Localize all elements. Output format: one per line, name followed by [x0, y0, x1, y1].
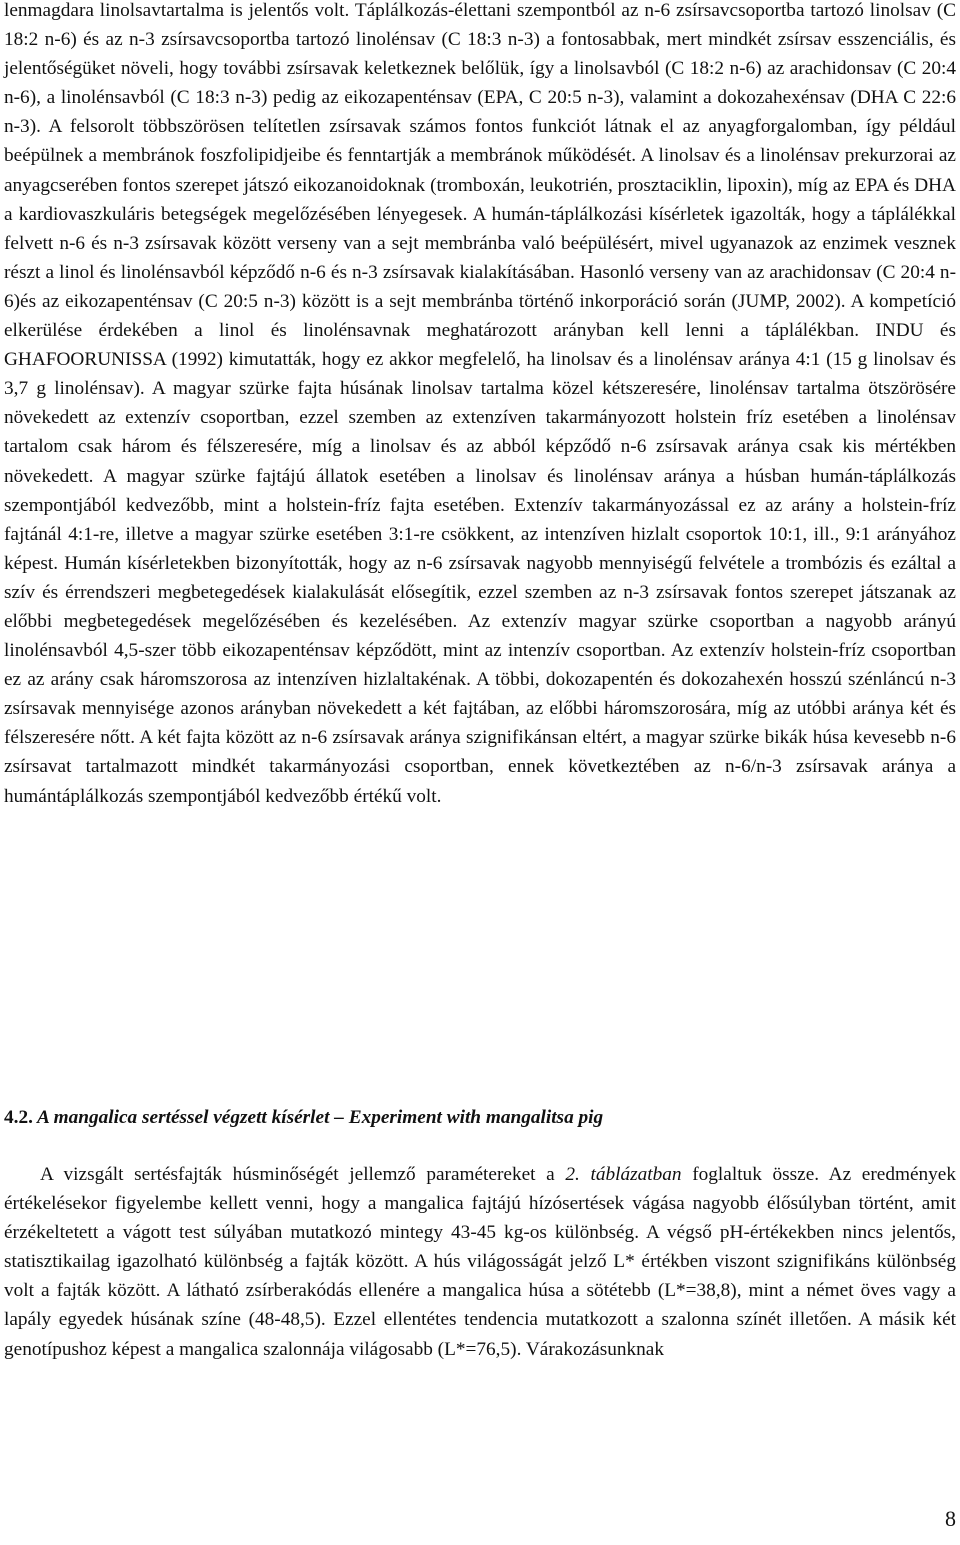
paragraph-2-rest: foglaltuk össze. Az eredmények értékelésekor figyelembe kellett venni, hogy a mangalica fajtájú hízósertések vágása nagyobb élősúlyban történt, amit érzékeltetett a vágott test súlyában mutatkozó mintegy 43-45 kg-os különbség. A végső pH-értékekben nincs jelentős, statisztikailag igazolható különbség a fajták között. A hús világosságát jelző L* értékben viszont szignifikáns különbség volt a fajták között. A látható zsírberakódás ellenére a mangalica húsa a sötétebb (L*=38,8), mint a német öves vagy a lapály egyedek húsának színe (48-48,5). Ezzel ellentétes tendencia mutatkozott a szalonna színét illetően. A másik két genotípushoz képest a mangalica szalonnája világosabb (L*=76,5). Várakozásunknak	[4, 1164, 957, 1360]
body-paragraph-fatty-acids: lenmagdara linolsavtartalma is jelentős volt. Táplálkozás-élettani szempontból az n-6 zsírsavcsoportba tartozó linolsav (C 18:2 n-6) és az n-3 zsírsavcsoportba tartozó linolénsav (C 18:3 n-3) a fontosabbak, mert mindkét zsírsav esszenciális, és jelentőségüket növeli, hogy további zsírsavak keletkeznek belőlük, így a linolsavból (C 18:2 n-6) az arachidonsav (C 20:4 n-6), a linolénsavból (C 18:3 n-3) pedig az eikozapenténsav (EPA, C 20:5 n-3), valamint a dokozahexénsav (DHA C 22:6 n-3). A felsorolt többszörösen telítetlen zsírsavak számos fontos funkciót látnak el az anyagforgalomban, így például beépülnek a membránok foszfolipidjeibe és fenntartják a membránok működését. A linolsav és a linolénsav prekurzorai az anyagcserében fontos szerepet játszó eikozanoidoknak (tromboxán, leukotrién, prosztaciklin, lipoxin), míg az EPA és DHA a kardiovaszkuláris betegségek megelőzésében lényegesek. A humán-táplálkozási kísérletek igazolták, hogy a táplálékkal felvett n-6 és n-3 zsírsavak között verseny van a sejt membránba való beépülésért, mivel ugyanazok az enzimek vesznek részt a linol és linolénsavból képződő n-6 és n-3 zsírsavak kialakításában. Hasonló verseny van az arachidonsav (C 20:4 n-6)és az eikozapenténsav (C 20:5 n-3) között is a sejt membránba történő inkorporáció során (JUMP, 2002). A kompetíció elkerülése érdekében a linol és linolénsavnak meghatározott arányban kell lenni a táplálékban. INDU és GHAFOORUNISSA (1992) kimutatták, hogy ez akkor megfelelő, ha linolsav és a linolénsav aránya 4:1 (15 g linolsav és 3,7 g linolénsav). A magyar szürke fajta húsának linolsav tartalma közel kétszeresére, linolénsav tartalma ötszörösére növekedett az extenzív csoportban, ezzel szemben az extenzíven takarmányozott holstein fríz esetében a linolénsav tartalom csak három és félszeresére, míg a linolsav és az abból képződő n-6 zsírsavak aránya csak kis mértékben növekedett. A magyar szürke fajtájú állatok esetében a linolsav és linolénsav aránya a húsban humán-táplálkozás szempontjából kedvezőbb, mint a holstein-fríz fajta esetében. Extenzív takarmányozással ez az arány a holstein-fríz fajtánál 4:1-re, illetve a magyar szürke esetében 3:1-re csökkent, az intenzíven hizlalt csoportok 10:1, ill., 9:1 arányához képest. Humán kísérletekben bizonyították, hogy az n-6 zsírsavak nagyobb mennyiségű felvétele a trombózis és ezáltal a szív és érrendszeri megbetegedések kialakulását elősegítik, ezzel szemben az n-3 zsírsavak fontos szerepet játszanak az előbbi megbetegedések megelőzésében és kezelésében. Az extenzív magyar szürke csoportban a nagyobb arányú linolénsavból 4,5-szer több eikozapenténsav képződött, mint az intenzív csoportban. Az extenzív holstein-fríz csoportban ez az arány csak háromszorosa az intenzíven hizlaltakénak. A többi, dokozapentén és dokozahexén hosszú szénláncú n-3 zsírsavak mennyisége azonos arányban növekedett a két fajtában, az előbbi háromszorosára, míg az utóbbi aránya két és félszeresére nőtt. A két fajta között az n-6 zsírsavak aránya szignifikánsan eltért, a magyar szürke bikák húsa kevesebb n-6 zsírsavat tartalmazott mindkét takarmányozási csoportban, ennek következtében az n-6/n-3 zsírsavak aránya a humántáplálkozás szempontjából kedvezőbb értékű volt.	[4, 0, 956, 807]
body-paragraph-mangalica	[4, 1160, 956, 1364]
section-number: 4.2.	[4, 1107, 33, 1128]
page-number: 8	[945, 1506, 956, 1531]
table-reference: 2. táblázatban	[565, 1164, 682, 1185]
section-title: A mangalica sertéssel végzett kísérlet – Experiment with mangalitsa pig	[37, 1107, 604, 1128]
section-heading	[4, 1103, 956, 1132]
paragraph-2-start: A vizsgált sertésfajták húsminőségét jellemző paramétereket a	[40, 1164, 566, 1185]
